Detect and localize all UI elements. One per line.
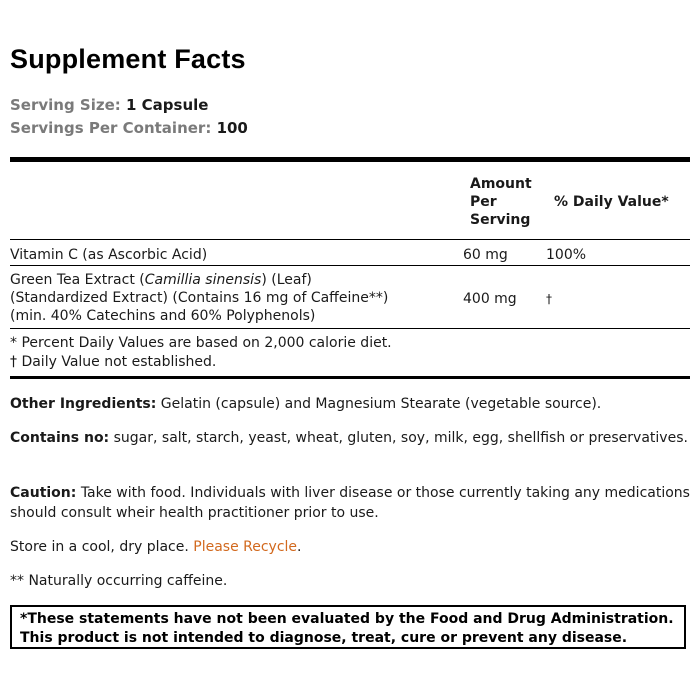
disclaimer-line2: This product is not intended to diagnose, treat, cure or prevent any disease. — [20, 630, 628, 646]
other-ingredients-text: Gelatin (capsule) and Magnesium Stearate (vegetable source). — [156, 396, 602, 412]
bottom-thick-rule — [10, 376, 690, 379]
row-rule-1 — [10, 265, 690, 266]
green-tea-name-pre: Green Tea Extract ( — [10, 272, 145, 288]
caution-text: Take with food. Individuals with liver disease or those currently taking any medications should consult wheir health practitioner prior to use. — [10, 485, 690, 521]
row-rule-2 — [10, 328, 690, 329]
fda-disclaimer — [10, 605, 686, 649]
row-green-tea-amount: 400 mg — [463, 291, 517, 307]
other-ingredients-label: Other Ingredients: — [10, 396, 157, 412]
header-rule — [10, 239, 690, 240]
footnote-dv-not-established: † Daily Value not established. — [10, 354, 217, 370]
contains-no-text: sugar, salt, starch, yeast, wheat, gluten, soy, milk, egg, shellfish or preservatives. — [109, 430, 688, 446]
row-vitamin-c-name: Vitamin C (as Ascorbic Acid) — [10, 247, 208, 263]
storage-end: . — [297, 539, 302, 555]
serving-size-label: Serving Size: — [10, 96, 121, 114]
green-tea-botanical: Camillia sinensis — [144, 272, 262, 288]
footnote-percent-dv: * Percent Daily Values are based on 2,000 calorie diet. — [10, 335, 392, 351]
storage-text: Store in a cool, dry place. — [10, 539, 194, 555]
caution-label: Caution: — [10, 485, 77, 501]
row-green-tea-name — [10, 271, 388, 325]
other-ingredients — [10, 394, 690, 414]
please-recycle: Please Recycle — [193, 539, 298, 555]
row-green-tea-name-line2: (Standardized Extract) (Contains 16 mg of Caffeine**) — [10, 290, 389, 306]
page-title: Supplement Facts — [10, 44, 246, 74]
caution — [10, 483, 690, 523]
amount-header-line1: Amount — [470, 176, 532, 192]
storage — [10, 537, 690, 557]
row-vitamin-c-dv: 100% — [546, 247, 587, 263]
green-tea-name-post: ) (Leaf) — [261, 272, 312, 288]
row-green-tea-name-line3: (min. 40% Catechins and 60% Polyphenols) — [10, 308, 316, 324]
disclaimer-line1: *These statements have not been evaluated by the Food and Drug Administration. — [20, 611, 674, 627]
amount-header-line2: Per — [470, 194, 497, 210]
contains-no — [10, 428, 690, 448]
serving-size — [10, 96, 208, 114]
serving-size-value: 1 Capsule — [126, 96, 209, 114]
caffeine-note: ** Naturally occurring caffeine. — [10, 573, 228, 589]
row-green-tea-name-line1 — [10, 271, 388, 289]
servings-per-container-value: 100 — [216, 119, 248, 137]
row-green-tea-dv: † — [546, 292, 552, 306]
row-vitamin-c-amount: 60 mg — [463, 247, 508, 263]
daily-value-header: % Daily Value* — [554, 194, 669, 210]
servings-per-container-label: Servings Per Container: — [10, 119, 212, 137]
servings-per-container — [10, 119, 248, 137]
amount-per-serving-header — [470, 175, 532, 229]
top-thick-rule — [10, 157, 690, 162]
contains-no-label: Contains no: — [10, 430, 110, 446]
amount-header-line3: Serving — [470, 212, 531, 228]
